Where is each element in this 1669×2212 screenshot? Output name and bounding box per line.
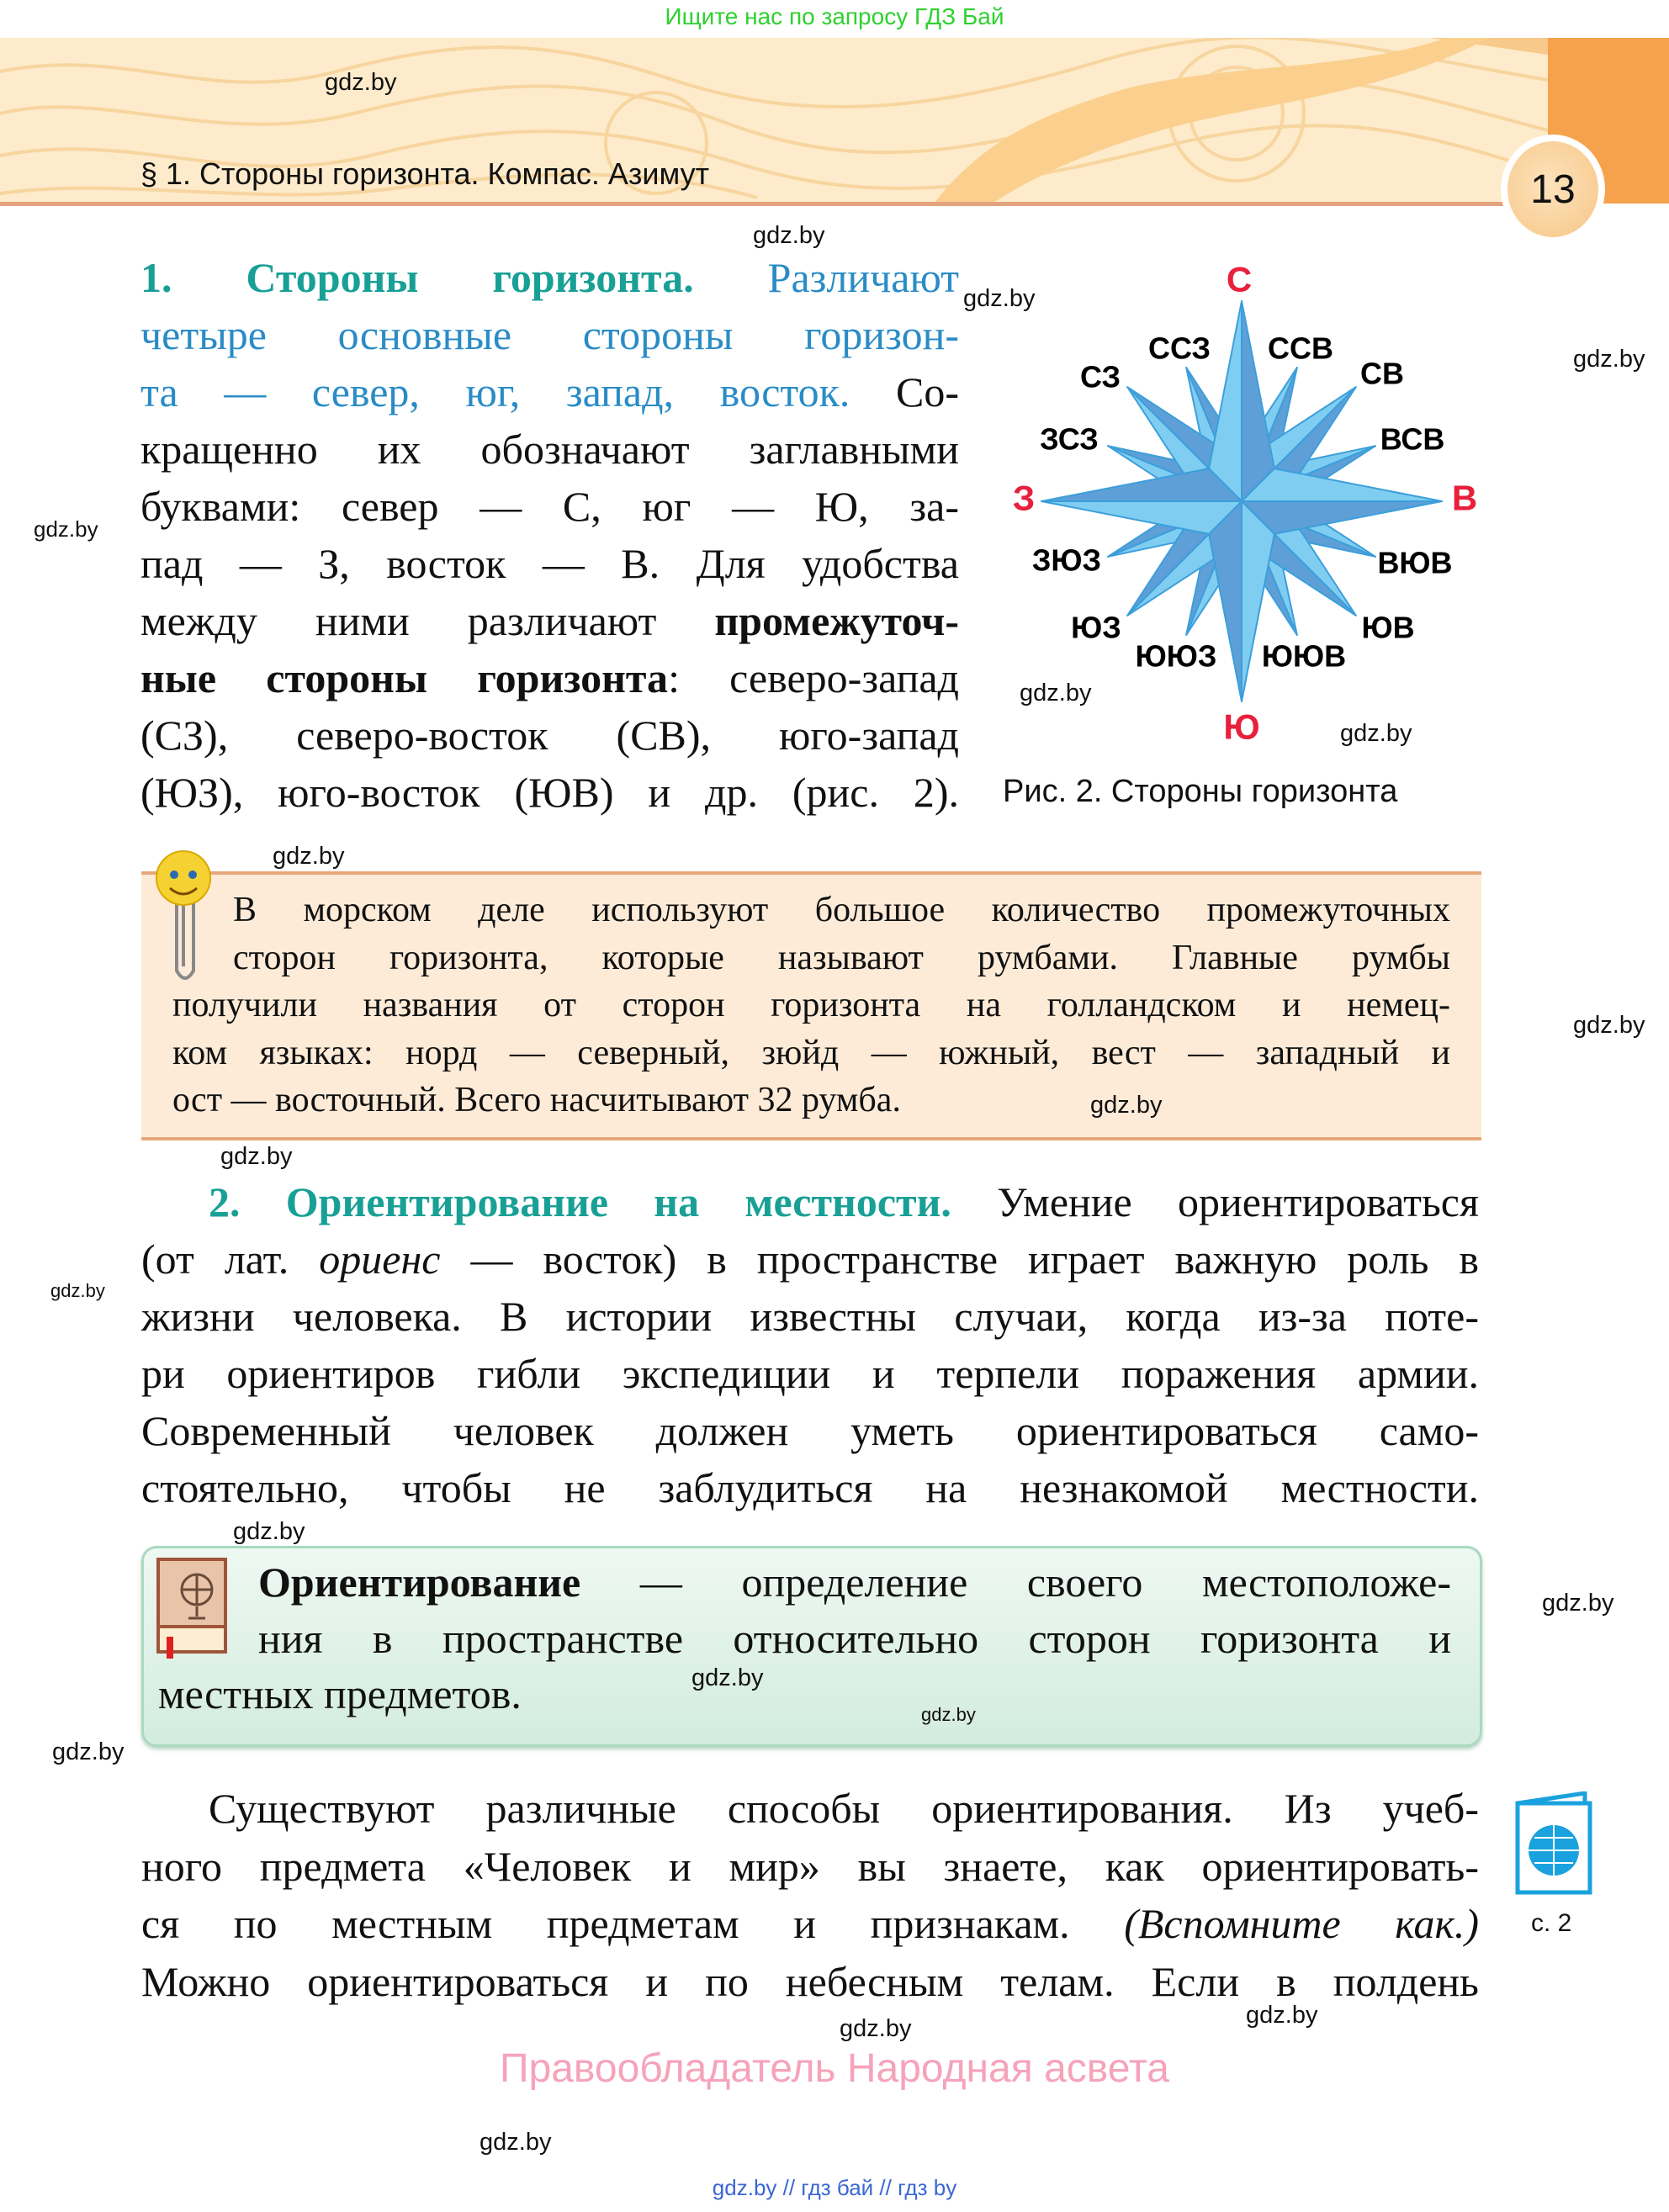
- text: между ними различают: [140, 597, 715, 644]
- bold-text: ные стороны горизонта: [140, 654, 669, 701]
- text-line: [140, 421, 959, 478]
- label-ne: СВ: [1360, 356, 1404, 391]
- footer-links[interactable]: gdz.by // гдз бай // гдз by: [712, 2175, 957, 2200]
- watermark: gdz.by: [963, 285, 1036, 312]
- text-line: [209, 1173, 1479, 1230]
- text-line: [141, 1838, 1479, 1896]
- text-line: [141, 1459, 1479, 1516]
- teal-text: 2. Ориентирование на местности.: [209, 1178, 951, 1225]
- text-line: [140, 535, 959, 592]
- watermark: gdz.by: [753, 222, 825, 249]
- text-line: [140, 478, 959, 535]
- text-line: [258, 1554, 1451, 1611]
- section1-paragraph: [140, 249, 959, 821]
- text-line: [140, 764, 959, 821]
- text-line: [172, 1029, 1450, 1077]
- watermark: gdz.by: [1573, 346, 1645, 373]
- copyright-notice: Правообладатель Народная асвета: [500, 2046, 1169, 2091]
- watermark: gdz.by: [1090, 1092, 1163, 1119]
- text: стоятельно, чтобы не заблудиться на незнакомой местности.: [141, 1464, 1479, 1511]
- text: — определение своего местоположе-: [580, 1558, 1451, 1606]
- label-se: ЮВ: [1361, 610, 1415, 645]
- text-line: [140, 363, 959, 421]
- italic-text: ориенс: [319, 1236, 441, 1283]
- text: ния в пространстве относительно сторон горизонта и: [258, 1614, 1451, 1662]
- label-ene: ВСВ: [1380, 421, 1445, 457]
- label-wnw: ЗСЗ: [1040, 421, 1099, 457]
- text: Существуют различные способы ориентирования. Из учеб-: [209, 1785, 1479, 1832]
- text-line: [140, 649, 959, 706]
- italic-text: (Вспомните как.): [1124, 1900, 1479, 1947]
- chapter-title: § 1. Стороны горизонта. Компас. Азимут: [140, 156, 710, 191]
- text: ост — восточный. Всего насчитывают 32 румба.: [172, 1081, 901, 1119]
- text: — восток) в пространстве играет важную роль в: [440, 1236, 1479, 1283]
- page-number: 13: [1507, 141, 1598, 237]
- watermark: gdz.by: [1573, 1012, 1645, 1039]
- watermark: gdz.by: [691, 1664, 764, 1691]
- watermark: gdz.by: [1340, 720, 1412, 747]
- text: Можно ориентироваться и по небесным телам. Если в полдень: [141, 1957, 1479, 2005]
- text-line: [158, 1666, 1451, 1723]
- blue-text: четыре основные стороны горизон-: [140, 311, 959, 358]
- text-line: [233, 886, 1450, 934]
- text-line: [258, 1611, 1451, 1667]
- note-text: [172, 886, 1450, 1125]
- watermark: gdz.by: [921, 1704, 976, 1725]
- blue-text: та — север, юг, запад, восток.: [140, 368, 896, 415]
- text-line: [141, 1288, 1479, 1345]
- text-line: [140, 706, 959, 764]
- text: Умение ориентироваться: [951, 1178, 1480, 1225]
- text-line: [172, 1077, 1450, 1125]
- text: буквами: север — С, юг — Ю, за-: [140, 483, 959, 530]
- text: кращенно их обозначают заглавными: [140, 426, 959, 473]
- label-sse: ЮЮВ: [1261, 638, 1347, 674]
- label-nw: СЗ: [1079, 359, 1121, 394]
- text: ком языках: норд — северный, зюйд — южный, вест — западный и: [172, 1033, 1450, 1072]
- text: местных предметов.: [158, 1670, 522, 1717]
- cardinal-point: [1242, 468, 1442, 501]
- teal-text: 1. Стороны горизонта.: [140, 254, 768, 301]
- text: Современный человек должен уметь ориентироваться само-: [141, 1407, 1479, 1454]
- text: (СЗ), северо-восток (СВ), юго-запад: [140, 712, 959, 759]
- text-line: [233, 934, 1450, 982]
- text: В морском деле используют большое количество промежуточных: [233, 891, 1450, 929]
- label-sw: ЮЗ: [1071, 610, 1121, 645]
- watermark: gdz.by: [1542, 1590, 1614, 1617]
- bold-text: промежуточ-: [714, 597, 959, 644]
- text: жизни человека. В истории известны случаи, когда из-за поте-: [141, 1293, 1479, 1340]
- watermark: gdz.by: [233, 1518, 305, 1545]
- watermark: gdz.by: [1246, 2002, 1318, 2029]
- text-line: [141, 1402, 1479, 1459]
- watermark: gdz.by: [273, 843, 345, 870]
- text: сторон горизонта, которые называют румбами. Главные румбы: [233, 938, 1450, 977]
- text: пад — З, восток — В. Для удобства: [140, 540, 959, 587]
- watermark: gdz.by: [325, 69, 397, 96]
- cardinal-point: [1041, 501, 1242, 534]
- text: Со-: [896, 368, 959, 415]
- text-line: [172, 982, 1450, 1029]
- label-nnw: ССЗ: [1147, 331, 1211, 366]
- figure-caption: Рис. 2. Стороны горизонта: [1003, 774, 1398, 809]
- label-ese: ВЮВ: [1377, 545, 1453, 580]
- text-line: [140, 592, 959, 649]
- cardinal-point: [1242, 501, 1442, 534]
- text-line: [140, 306, 959, 363]
- definition-text: [158, 1554, 1451, 1723]
- watermark: gdz.by: [480, 2129, 552, 2156]
- blue-text: Различают: [767, 254, 959, 301]
- page-reference[interactable]: с. 2: [1531, 1909, 1572, 1937]
- label-north: С: [1226, 259, 1253, 299]
- page-number-badge: [1501, 135, 1605, 244]
- section2-paragraph: [141, 1173, 1479, 1516]
- label-nne: ССВ: [1268, 331, 1333, 366]
- watermark: gdz.by: [220, 1143, 293, 1170]
- text-line: [140, 249, 959, 306]
- text: ся по местным предметам и признакам.: [141, 1900, 1125, 1947]
- text-line: [141, 1230, 1479, 1288]
- text-line: [141, 1895, 1479, 1953]
- top-banner: Ищите нас по запросу ГДЗ Бай: [665, 3, 1004, 29]
- text-line: [141, 1345, 1479, 1402]
- watermark: gdz.by: [1020, 680, 1092, 706]
- label-east: В: [1451, 478, 1478, 518]
- label-south: Ю: [1223, 706, 1260, 747]
- text: (ЮЗ), юго-восток (ЮВ) и др. (рис. 2).: [140, 769, 959, 816]
- watermark: gdz.by: [840, 2015, 912, 2042]
- label-wsw: ЗЮЗ: [1031, 542, 1102, 578]
- text: (от лат.: [141, 1236, 320, 1283]
- bold-text: Ориентирование: [258, 1558, 581, 1606]
- cardinal-point: [1041, 468, 1242, 501]
- label-ssw: ЮЮЗ: [1135, 638, 1217, 674]
- header-divider: [0, 202, 1577, 206]
- watermark: gdz.by: [34, 516, 98, 542]
- label-west: З: [1012, 478, 1036, 518]
- text: : северо-запад: [668, 654, 959, 701]
- watermark: gdz.by: [50, 1280, 105, 1301]
- text-line: [209, 1780, 1479, 1838]
- cardinal-point: [1209, 301, 1242, 501]
- text: ри ориентиров гибли экспедиции и терпели поражения армии.: [141, 1350, 1479, 1397]
- watermark: gdz.by: [52, 1738, 125, 1765]
- text: ного предмета «Человек и мир» вы знаете, как ориентировать-: [141, 1842, 1479, 1890]
- text: получили названия от сторон горизонта на голландском и немец-: [172, 986, 1450, 1024]
- section3-paragraph: [141, 1780, 1479, 2010]
- globe-book-icon[interactable]: [1514, 1791, 1595, 1896]
